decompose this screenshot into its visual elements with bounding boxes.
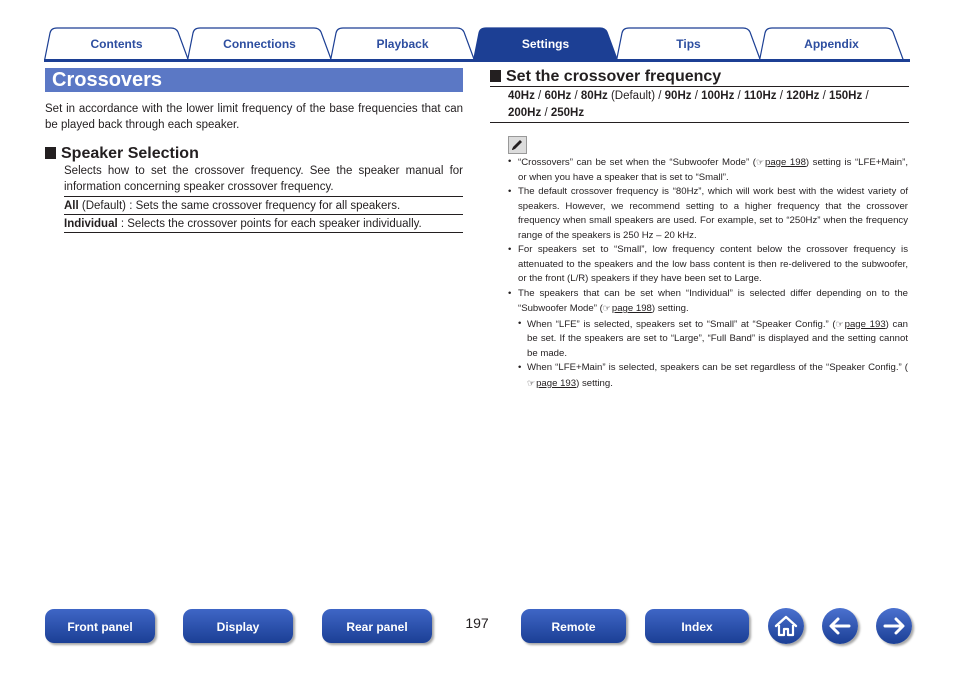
- square-bullet-icon: [490, 70, 501, 82]
- tab-underline: [44, 59, 910, 62]
- note-text: When “LFE+Main” is selected, speakers can be set regardless of the “Speaker Config.” (: [527, 362, 908, 373]
- bullet: •: [518, 362, 522, 373]
- tab-tips[interactable]: [616, 27, 761, 61]
- page-link[interactable]: [756, 157, 806, 168]
- note-item: [508, 287, 908, 317]
- table-bottom-rule: [64, 232, 463, 233]
- option-name: Individual: [64, 218, 118, 230]
- option-name: All: [64, 200, 79, 212]
- pointing-hand-icon: ☞: [602, 303, 611, 313]
- tab-playback[interactable]: [330, 27, 475, 61]
- page-link[interactable]: [527, 378, 576, 389]
- pointing-hand-icon: ☞: [527, 377, 536, 388]
- note-text: ) setting.: [576, 377, 613, 389]
- note-text: For speakers set to “Small”, low frequency content below the crossover frequency is attenuated to the speakers and the low bass content is then re-delivered to the subwoofer, or the front (L/R) speakers if they have been set to Large.: [518, 244, 908, 284]
- note-item: [508, 185, 908, 243]
- note-subitem: [508, 317, 908, 362]
- note-subitem: [508, 361, 908, 391]
- tab-appendix[interactable]: [759, 27, 904, 61]
- pencil-note-icon: [508, 136, 527, 154]
- bullet: •: [518, 317, 522, 329]
- note-text: The speakers that can be set when “Individual” is selected differ depending on to the “Subwoofer Mode” (: [518, 287, 908, 314]
- frequency-options: [508, 88, 909, 121]
- freq-value: 110Hz: [743, 90, 777, 102]
- freq-value: 250Hz: [550, 106, 585, 119]
- option-individual-row: [64, 214, 463, 232]
- tab-label: Connections: [223, 37, 296, 51]
- divider: [490, 86, 909, 87]
- separator: /: [819, 90, 829, 102]
- separator: /: [571, 90, 581, 102]
- freq-value: 90Hz: [664, 90, 692, 102]
- option-description: (Default) : Sets the same crossover frequency for all speakers.: [78, 200, 401, 212]
- forward-arrow-icon: [876, 608, 912, 644]
- forward-button[interactable]: [876, 608, 912, 644]
- rear-panel-button[interactable]: Rear panel: [322, 609, 432, 643]
- note-text: When “LFE” is selected, speakers set to “Small” at “Speaker Config.” (: [527, 318, 836, 330]
- default-label: (Default): [607, 90, 656, 102]
- heading-text: Set the crossover frequency: [506, 68, 722, 85]
- bullet: •: [508, 287, 512, 299]
- option-all-row: [64, 196, 463, 214]
- display-button[interactable]: Display: [183, 609, 293, 643]
- separator: /: [534, 90, 545, 102]
- divider: [490, 122, 909, 123]
- page-number: 197: [465, 615, 489, 631]
- separator: /: [734, 90, 744, 102]
- note-text: ) setting.: [651, 303, 689, 314]
- back-arrow-icon: [822, 608, 858, 644]
- freq-value: 200Hz: [508, 106, 542, 119]
- note-text: ) setting is “LFE+Main”, or when you have a speaker that is set to “Small”.: [518, 157, 908, 183]
- note-text: ) can be set. If the speakers are set to “Large”, “Full Band” is displayed and the setting cannot be made.: [527, 318, 909, 359]
- freq-value: 150Hz: [829, 90, 863, 102]
- tab-connections[interactable]: [187, 27, 332, 61]
- separator: /: [862, 90, 869, 102]
- freq-value: 120Hz: [786, 90, 820, 102]
- pencil-glyph: [509, 137, 526, 153]
- remote-button[interactable]: Remote: [521, 609, 626, 643]
- separator: /: [776, 90, 787, 102]
- crossover-frequency-heading: [490, 68, 721, 86]
- home-icon: [768, 608, 804, 644]
- tab-label: Contents: [90, 37, 143, 51]
- heading-text: Speaker Selection: [61, 145, 199, 162]
- separator: /: [691, 90, 702, 102]
- page-title: Crossovers: [45, 68, 463, 92]
- intro-text: Set in accordance with the lower limit frequency of the base frequencies that can be played back through each speaker.: [45, 103, 463, 131]
- speaker-selection-heading: [45, 145, 199, 163]
- tab-settings[interactable]: [473, 27, 618, 61]
- note-text: The default crossover frequency is “80Hz”, which will work best with the widest variety of speakers. However, we recommend setting to a higher frequency that the crossover frequency when small speakers are used. For example, set to “250Hz” when the frequency range of the speakers is 250 Hz – 20 kHz.: [518, 186, 908, 241]
- note-item: [508, 155, 908, 185]
- home-button[interactable]: [768, 608, 804, 644]
- top-tab-bar: [44, 27, 910, 61]
- freq-value: 80Hz: [580, 90, 608, 102]
- front-panel-button[interactable]: Front panel: [45, 609, 155, 643]
- square-bullet-icon: [45, 147, 56, 159]
- freq-value: 40Hz: [508, 90, 535, 102]
- page-link-text: page 193: [844, 318, 886, 330]
- bullet: •: [508, 156, 512, 167]
- page-link-text: page 193: [536, 377, 577, 389]
- separator: /: [655, 90, 665, 102]
- index-button[interactable]: Index: [645, 609, 749, 643]
- pointing-hand-icon: ☞: [755, 157, 765, 167]
- tab-label: Playback: [376, 37, 429, 51]
- page-link[interactable]: [836, 319, 886, 330]
- tab-contents[interactable]: [44, 27, 189, 61]
- tab-label: Tips: [676, 37, 701, 51]
- separator: /: [541, 106, 551, 119]
- page-link-text: page 198: [611, 303, 652, 314]
- note-item: [508, 243, 908, 287]
- freq-value: 100Hz: [701, 90, 735, 102]
- bullet: •: [508, 244, 512, 255]
- bullet: •: [508, 186, 512, 197]
- page-link[interactable]: [603, 303, 652, 314]
- tab-label: Appendix: [804, 37, 859, 51]
- speaker-selection-description: Selects how to set the crossover frequency. See the speaker manual for information concerning speaker crossover frequency.: [64, 165, 463, 193]
- note-text: “Crossovers” can be set when the “Subwoofer Mode” (: [518, 157, 756, 168]
- freq-value: 60Hz: [544, 90, 572, 102]
- page-link-text: page 198: [765, 157, 806, 168]
- option-description: : Selects the crossover points for each speaker individually.: [117, 218, 422, 230]
- back-button[interactable]: [822, 608, 858, 644]
- tab-label: Settings: [521, 37, 570, 51]
- pointing-hand-icon: ☞: [835, 318, 844, 329]
- notes-list: [508, 155, 908, 391]
